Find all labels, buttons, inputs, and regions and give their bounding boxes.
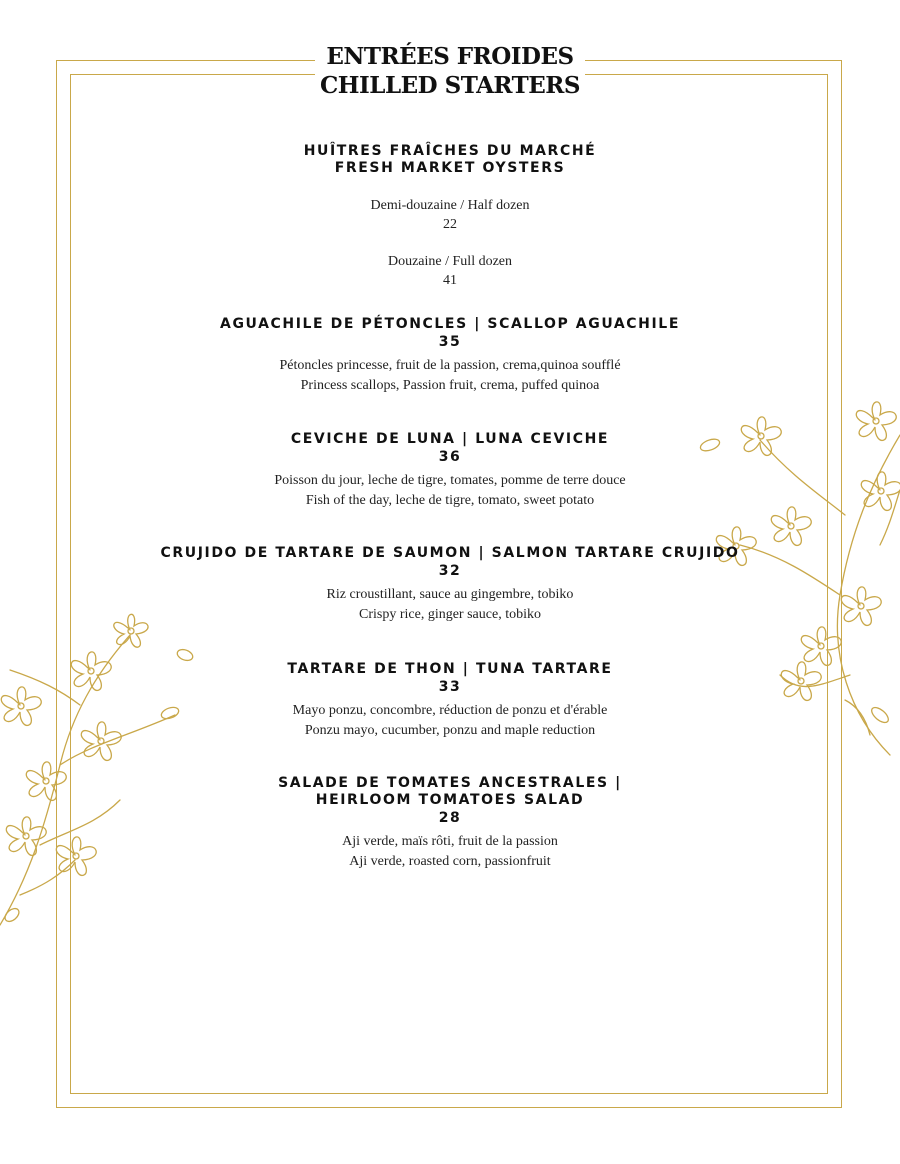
dish-name: CRUJIDO DE TARTARE DE SAUMON | SALMON TARTARE CRUJIDO xyxy=(160,545,740,561)
dish-description: Pétoncles princesse, fruit de la passion, crema,quinoa soufflé Princess scallops, Passion fruit, crema, puffed quinoa xyxy=(279,358,621,393)
dish-description: Poisson du jour, leche de tigre, tomates, pomme de terre douce Fish of the day, leche de tigre, tomato, sweet potato xyxy=(274,473,626,508)
dish-price: 33 xyxy=(438,679,462,695)
menu-item-luna-ceviche xyxy=(0,431,900,511)
menu-item-salmon-tartare-crujido xyxy=(0,545,900,625)
dish-description: Aji verde, maïs rôti, fruit de la passion Aji verde, roasted corn, passionfruit xyxy=(342,834,558,869)
option-label: Douzaine / Full dozen xyxy=(387,254,513,269)
page-title xyxy=(0,42,900,100)
dish-price: 36 xyxy=(438,449,462,465)
dish-name: HUÎTRES FRAÎCHES DU MARCHÉ FRESH MARKET OYSTERS xyxy=(303,143,597,176)
oyster-option-half xyxy=(0,196,900,234)
dish-name: SALADE DE TOMATES ANCESTRALES | HEIRLOOM TOMATOES SALAD xyxy=(278,775,622,808)
menu-item-scallop-aguachile xyxy=(0,316,900,396)
title-french: ENTRÉES FROIDES xyxy=(326,43,574,70)
dish-name: TARTARE DE THON | TUNA TARTARE xyxy=(287,661,613,677)
dish-price: 28 xyxy=(438,810,462,826)
option-price: 41 xyxy=(443,273,457,288)
menu-item-tuna-tartare xyxy=(0,661,900,741)
oyster-option-full xyxy=(0,252,900,290)
menu-item-oysters xyxy=(0,143,900,290)
menu-item-heirloom-tomato-salad xyxy=(0,775,900,872)
dish-description: Mayo ponzu, concombre, réduction de ponzu et d'érable Ponzu mayo, cucumber, ponzu and maple reduction xyxy=(292,703,608,738)
option-price: 22 xyxy=(443,217,457,232)
title-english: CHILLED STARTERS xyxy=(319,72,580,99)
dish-name: AGUACHILE DE PÉTONCLES | SCALLOP AGUACHILE xyxy=(220,316,680,332)
menu-content xyxy=(0,143,900,872)
dish-price: 35 xyxy=(438,334,462,350)
dish-name: CEVICHE DE LUNA | LUNA CEVICHE xyxy=(290,431,610,447)
dish-price: 32 xyxy=(438,563,462,579)
dish-description: Riz croustillant, sauce au gingembre, tobiko Crispy rice, ginger sauce, tobiko xyxy=(326,587,574,622)
option-label: Demi-douzaine / Half dozen xyxy=(370,198,530,213)
